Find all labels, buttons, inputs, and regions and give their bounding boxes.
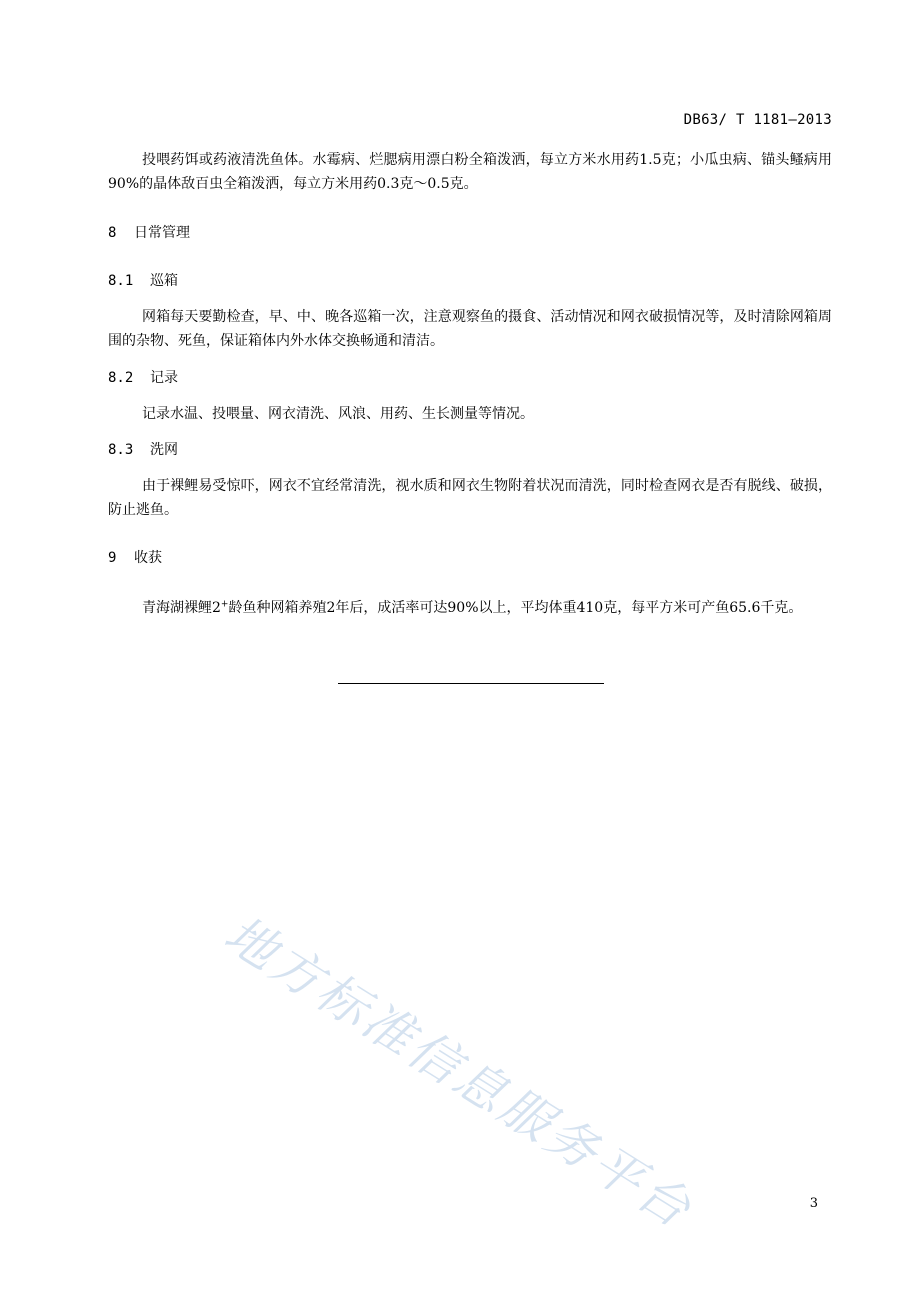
section-9-paragraph [108, 596, 832, 620]
document-code: DB63/ T 1181—2013 [683, 112, 832, 128]
section-8-1-paragraph: 网箱每天要勤检查，早、中、晚各巡箱一次，注意观察鱼的摄食、活动情况和网衣破损情况等，及时清除网箱周围的杂物、死鱼，保证箱体内外水体交换畅通和清洁。 [108, 309, 832, 349]
intro-paragraph: 投喂药饵或药液清洗鱼体。水霉病、烂腮病用漂白粉全箱泼洒，每立方米水用药1.5克；小瓜虫病、锚头鳋病用90%的晶体敌百虫全箱泼洒，每立方米用药0.3克～0.5克。 [108, 152, 832, 192]
section-8-3-paragraph: 由于裸鲤易受惊吓，网衣不宜经常清洗，视水质和网衣生物附着状况而清洗，同时检查网衣是否有脱线、破损，防止逃鱼。 [108, 478, 832, 518]
section-8-3-number: 8.3 [108, 442, 134, 458]
section-9-title: 收获 [134, 550, 162, 566]
section-8-2-title: 记录 [150, 370, 178, 386]
section-9-heading [108, 548, 162, 568]
section-8-heading [108, 223, 190, 243]
section-8-3-title: 洗网 [150, 442, 178, 458]
section-8-2-heading [108, 368, 178, 388]
section-8-1-number: 8.1 [108, 273, 134, 289]
section-8-number: 8 [108, 225, 117, 241]
watermark: 地方标准信息服务平台 [214, 904, 704, 1241]
end-divider [338, 683, 604, 684]
section-9-superscript: + [220, 599, 229, 610]
section-9-text-b: 龄鱼种网箱养殖2年后，成活率可达90%以上，平均体重410克，每平方米可产鱼65.6千克。 [228, 600, 803, 616]
page-number: 3 [809, 1196, 818, 1211]
section-8-title: 日常管理 [134, 225, 190, 241]
section-9-text-a: 青海湖裸鲤2 [142, 600, 221, 616]
section-8-1-heading [108, 271, 178, 291]
section-8-1-title: 巡箱 [150, 273, 178, 289]
section-9-number: 9 [108, 550, 117, 566]
section-8-2-number: 8.2 [108, 370, 134, 386]
section-8-2-paragraph: 记录水温、投喂量、网衣清洗、风浪、用药、生长测量等情况。 [142, 406, 534, 422]
section-8-3-heading [108, 440, 178, 460]
